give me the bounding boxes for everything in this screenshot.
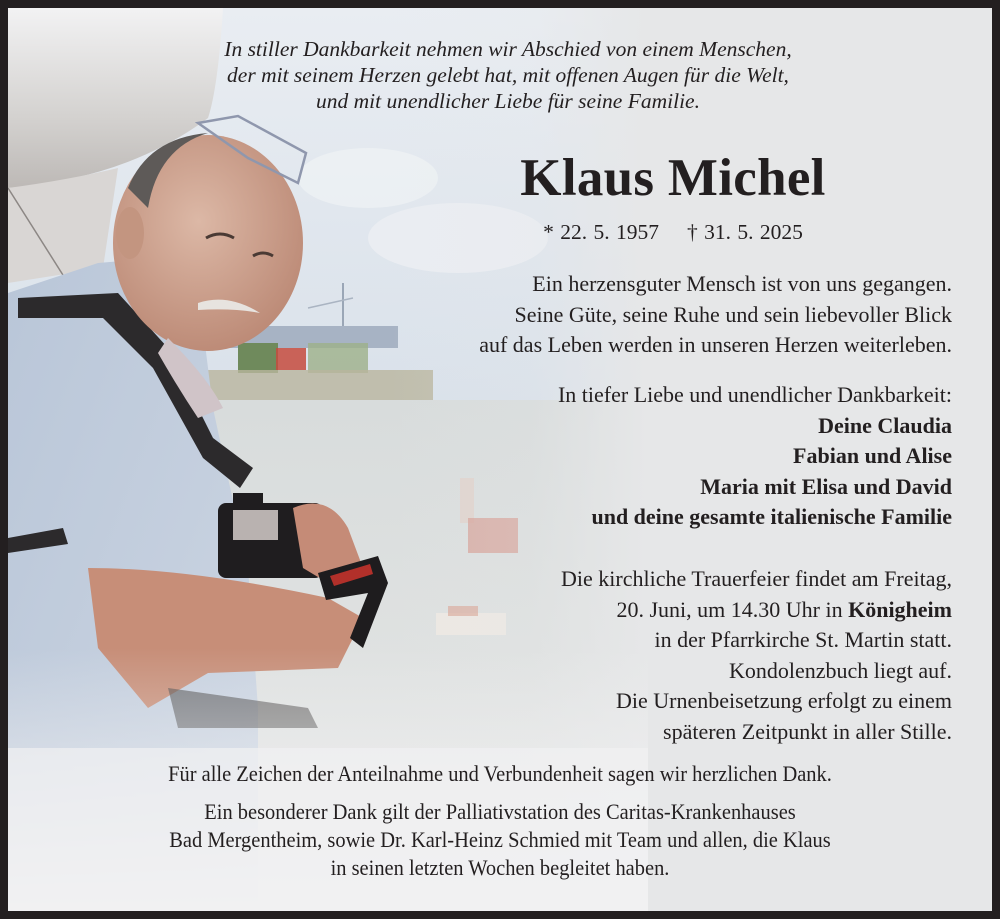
tribute-line: Seine Güte, seine Ruhe und sein liebevoller Blick bbox=[514, 301, 952, 327]
tribute-text bbox=[479, 269, 952, 361]
service-line: späteren Zeitpunkt in aller Stille. bbox=[663, 718, 952, 744]
intro-verse bbox=[168, 36, 848, 114]
mourner-name: Fabian und Alise bbox=[793, 443, 952, 468]
mourners-block bbox=[558, 380, 952, 533]
funeral-service-info bbox=[561, 564, 952, 747]
mourner-name: Deine Claudia bbox=[818, 412, 952, 438]
service-time: 20. Juni, um 14.30 Uhr in bbox=[616, 596, 849, 622]
intro-line: und mit unendlicher Liebe für seine Familie. bbox=[316, 89, 700, 113]
thanks-line bbox=[42, 760, 957, 788]
tribute-line: Ein herzensguter Mensch ist von uns gegangen. bbox=[532, 271, 952, 296]
service-line: in der Pfarrkirche St. Martin statt. bbox=[654, 627, 952, 652]
tribute-line: auf das Leben werden in unseren Herzen weiterleben. bbox=[479, 332, 952, 357]
mourner-name: und deine gesamte italienische Familie bbox=[591, 504, 952, 529]
service-line: Die Urnenbeisetzung erfolgt zu einem bbox=[616, 688, 952, 713]
service-line bbox=[561, 595, 952, 626]
special-thanks-line: Bad Mergentheim, sowie Dr. Karl-Heinz Schmied mit Team und allen, die Klaus bbox=[169, 827, 831, 852]
intro-line: In stiller Dankbarkeit nehmen wir Abschied von einem Menschen, bbox=[224, 37, 792, 61]
service-line: Die kirchliche Trauerfeier findet am Freitag, bbox=[561, 566, 952, 591]
thanks-text: Für alle Zeichen der Anteilnahme und Verbundenheit sagen wir herzlichen Dank. bbox=[168, 761, 832, 786]
special-thanks-line: in seinen letzten Wochen begleitet haben. bbox=[330, 855, 670, 880]
death-date: † 31. 5. 2025 bbox=[687, 220, 803, 244]
mourners-intro: In tiefer Liebe und unendlicher Dankbarkeit: bbox=[557, 382, 952, 407]
notice-text bbox=[8, 8, 992, 911]
birth-date: * 22. 5. 1957 bbox=[543, 220, 659, 244]
deceased-name: Klaus Michel bbox=[520, 149, 826, 207]
special-thanks bbox=[42, 798, 957, 882]
intro-line: der mit seinem Herzen gelebt hat, mit offenen Augen für die Welt, bbox=[227, 63, 789, 87]
service-place: Königheim bbox=[848, 596, 952, 622]
service-line: Kondolenzbuch liegt auf. bbox=[729, 657, 952, 683]
mourner-name: Maria mit Elisa und David bbox=[700, 473, 952, 499]
special-thanks-line: Ein besonderer Dank gilt der Palliativstation des Caritas-Krankenhauses bbox=[204, 799, 796, 824]
life-dates bbox=[478, 219, 868, 245]
